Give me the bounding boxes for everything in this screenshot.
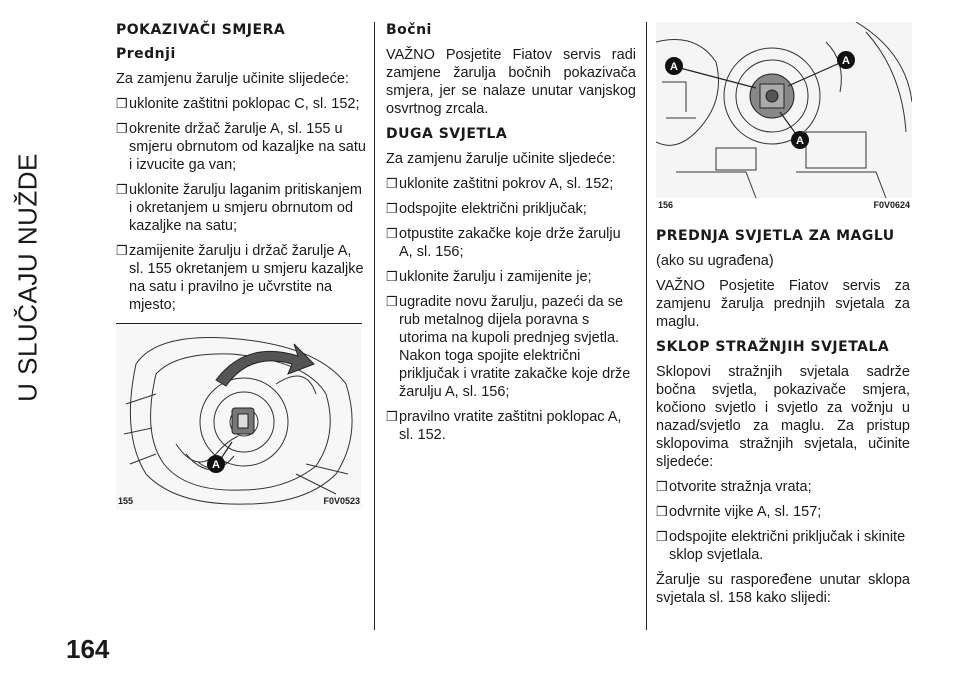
bullet-icon: ❒ [386, 201, 398, 216]
intro-text: Za zamjenu žarulje učinite sljedeće: [386, 151, 616, 167]
list-item: ❒ uklonite žarulju i zamijenite je; [386, 269, 592, 285]
list-item: ❒ otpustite zakačke koje drže žarulju A, sl. 156; [386, 226, 621, 260]
callout-a-right: A [842, 55, 850, 67]
subheading-prednji: Prednji [116, 46, 176, 62]
bullet-icon: ❒ [386, 176, 398, 191]
section-heading-svjetla-za-maglu: PREDNJA SVJETLA ZA MAGLU [656, 228, 895, 244]
list-item: ❒ pravilno vratite zaštitni poklopac A, sl. 152. [386, 409, 622, 443]
list-item: ❒ odvrnite vijke A, sl. 157; [656, 504, 822, 520]
list-item: ❒ okrenite držač žarulje A, sl. 155 u smjeru obrnutom od kazaljke na satu i izvucite ga van; [116, 121, 366, 173]
section-heading-pokazivaci: POKAZIVAČI SMJERA [116, 22, 286, 38]
bullet-icon: ❒ [386, 269, 398, 284]
bullet-icon: ❒ [116, 182, 128, 197]
section-heading-straznja-svjetla: SKLOP STRAŽNJIH SVJETALA [656, 339, 890, 355]
figure-code: F0V0523 [323, 496, 360, 506]
bullet-icon: ❒ [386, 409, 398, 424]
figure-number: 155 [118, 496, 134, 506]
bullet-icon: ❒ [116, 121, 128, 136]
figure-number: 156 [658, 200, 674, 210]
section-heading-duga-svjetla: DUGA SVJETLA [386, 126, 508, 142]
closing-paragraph: Žarulje su raspoređene unutar sklopa svjetala sl. 158 kako slijedi: [656, 572, 910, 606]
column-divider-2 [646, 22, 647, 630]
note-paragraph: VAŽNO Posjetite Fiatov servis radi zamjene žarulja bočnih pokazivača smjera, jer se nalaze unutar vanjskog osvrtnog zrcala. [386, 47, 636, 117]
figure-155 [116, 323, 362, 510]
subheading-bocni: Bočni [386, 22, 432, 38]
figure-code: F0V0624 [873, 200, 910, 210]
instruction-list [386, 175, 636, 444]
list-item: ❒ odspojite električni priključak; [386, 201, 587, 217]
list-item: ❒ uklonite zaštitni poklopac C, sl. 152; [116, 96, 360, 112]
callout-a-left: A [670, 61, 678, 73]
list-item: ❒ uklonite zaštitni pokrov A, sl. 152; [386, 176, 614, 192]
column-2 [386, 22, 636, 451]
figure-156 [656, 22, 912, 212]
intro-text: Za zamjenu žarulje učinite slijedeće: [116, 71, 349, 87]
bullet-icon: ❒ [386, 226, 398, 241]
column-divider-1 [374, 22, 375, 630]
page-number: 164 [66, 634, 110, 664]
description-paragraph: Sklopovi stražnjih svjetala sadrže bočna svjetla, pokazivače smjera, kočiono svjetlo i svjetlo za vožnju u nazad/svjetlo za maglu. Za pristup sklopovima stražnjih svjetala, učinite sljedeće: [656, 364, 910, 470]
list-item: ❒ zamijenite žarulju i držač žarulje A, sl. 155 okretanjem u smjeru kazaljke na satu i pravilno je učvrstite na mjesto; [116, 243, 364, 313]
list-item: ❒ odspojite električni priključak i skinite sklop svjetlala. [656, 529, 906, 563]
callout-a-bottom: A [796, 135, 804, 147]
bullet-icon: ❒ [656, 479, 668, 494]
instruction-list [116, 95, 366, 339]
side-section-title: U SLUČAJU NUŽDE [12, 153, 43, 402]
list-item: ❒ ugradite novu žarulju, pazeći da se rub metalnog dijela poravna s utorima na kupoli prednjeg svjetla. Nakon toga spojite električni priključak i vratite zakačke koje drže žarulju A, sl. 156; [386, 294, 631, 400]
high-beam-bulb-illustration [656, 22, 912, 212]
bullet-icon: ❒ [116, 96, 128, 111]
bullet-icon: ❒ [386, 294, 398, 309]
list-item: ❒ otvorite stražnja vrata; [656, 479, 812, 495]
bullet-icon: ❒ [656, 529, 668, 544]
callout-a: A [212, 459, 220, 471]
headlight-bulb-illustration [116, 324, 362, 510]
instruction-list [656, 478, 910, 564]
column-1 [116, 22, 366, 346]
conditional-note: (ako su ugrađena) [656, 253, 774, 269]
list-item: ❒ uklonite žarulju laganim pritiskanjem i okretanjem u smjeru obrnutom od kazaljke na satu; [116, 182, 362, 234]
bullet-icon: ❒ [656, 504, 668, 519]
note-paragraph: VAŽNO Posjetite Fiatov servis za zamjenu žarulja prednjih svjetala za maglu. [656, 278, 910, 330]
column-3 [656, 228, 910, 614]
bullet-icon: ❒ [116, 243, 128, 258]
